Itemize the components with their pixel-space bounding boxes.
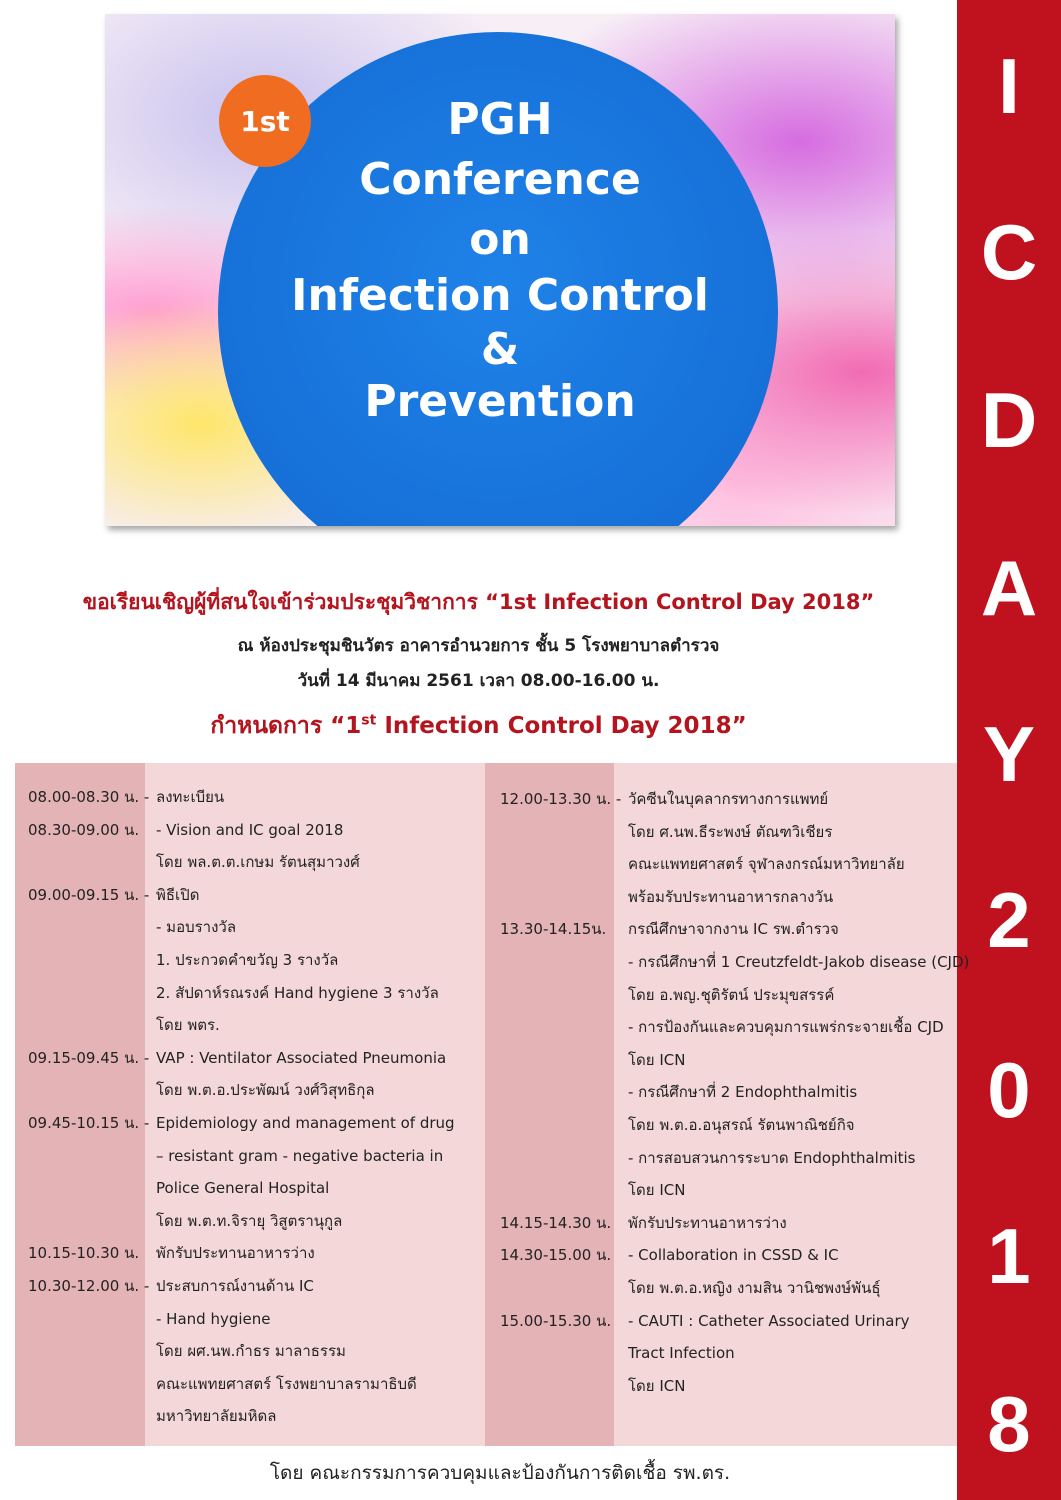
schedule-description: กรณีศึกษาจากงาน IC รพ.ตำรวจ <box>628 920 839 939</box>
schedule-description: - กรณีศึกษาที่ 1 Creutzfeldt-Jakob disease (CJD) <box>628 953 970 971</box>
schedule-row <box>28 1140 498 1172</box>
banner-letter: Y <box>982 710 1036 798</box>
schedule-row <box>28 1042 498 1074</box>
schedule-row <box>500 816 970 848</box>
schedule-row <box>500 1142 970 1174</box>
schedule-description: Police General Hospital <box>156 1179 330 1198</box>
schedule-row <box>28 1172 498 1204</box>
schedule-description: โดย พตร. <box>156 1016 220 1035</box>
schedule-description: พิธีเปิด <box>156 885 200 904</box>
schedule-row <box>500 979 970 1011</box>
schedule-description: 2. สัปดาห์รณรงค์ Hand hygiene 3 รางวัล <box>156 983 439 1002</box>
schedule-row <box>500 1239 970 1271</box>
schedule-row <box>28 814 498 846</box>
date-line: วันที่ 14 มีนาคม 2561 เวลา 08.00-16.00 น. <box>297 671 660 691</box>
schedule-row <box>500 1011 970 1043</box>
schedule-description: โดย พ.ต.ท.จิรายุ วิสูตรานุกูล <box>156 1211 343 1230</box>
schedule-description: โดย พ.ต.อ.ประพัฒน์ วงศ์วิสุทธิกุล <box>156 1081 375 1100</box>
banner-letter: D <box>980 376 1038 464</box>
schedule-row <box>500 1174 970 1206</box>
schedule-time: 09.45-10.15 น. - <box>28 1114 150 1132</box>
schedule-row <box>500 1337 970 1369</box>
schedule-row <box>28 1303 498 1335</box>
schedule-description: โดย ศ.นพ.ธีระพงษ์ ตัณฑวิเชียร <box>628 822 833 841</box>
schedule-description: วัคซีนในบุคลากรทางการแพทย์ <box>628 790 829 808</box>
schedule-description: โดย พ.ต.อ.หญิง งามสิน วานิชพงษ์พันธุ์ <box>628 1279 881 1297</box>
schedule-description: ประสบการณ์งานด้าน IC <box>156 1277 314 1295</box>
schedule-row <box>500 1370 970 1402</box>
schedule-row <box>500 1207 970 1239</box>
schedule-row <box>28 1009 498 1041</box>
schedule-row <box>500 946 970 978</box>
schedule-description: Tract Infection <box>628 1344 735 1363</box>
schedule-row <box>28 1107 498 1139</box>
venue-line: ณ ห้องประชุมชินวัตร อาคารอำนวยการ ชั้น 5 โรงพยาบาลตำรวจ <box>237 636 720 656</box>
banner-letter: C <box>980 208 1038 296</box>
schedule-description: - CAUTI : Catheter Associated Urinary <box>628 1311 910 1330</box>
poster-line-pgh: PGH <box>447 94 553 145</box>
schedule-row <box>500 783 970 815</box>
schedule-time: 09.00-09.15 น. - <box>28 885 150 904</box>
schedule-description: โดย ICN <box>628 1181 686 1200</box>
schedule-row <box>500 913 970 945</box>
banner-letter: 0 <box>987 1046 1031 1134</box>
schedule-row <box>28 1237 498 1269</box>
poster-line-ampersand: & <box>480 324 520 375</box>
schedule-row <box>28 781 498 813</box>
poster-line-prevention: Prevention <box>364 376 636 427</box>
schedule-time: 08.30-09.00 น. <box>28 820 140 839</box>
schedule-description: - การป้องกันและควบคุมการแพร่กระจายเชื้อ CJD <box>628 1018 944 1037</box>
schedule-time: 15.00-15.30 น. <box>500 1311 612 1330</box>
poster-line-on: on <box>469 214 531 265</box>
schedule-description: โดย ICN <box>628 1376 686 1395</box>
schedule-description: โดย อ.พญ.ชุติรัตน์ ประมุขสรรค์ <box>628 985 835 1004</box>
schedule-description: โดย ผศ.นพ.กำธร มาลาธรรม <box>156 1342 346 1361</box>
schedule-description: พร้อมรับประทานอาหารกลางวัน <box>628 887 834 906</box>
banner-letter: 2 <box>987 876 1031 964</box>
schedule-time: 12.00-13.30 น. - <box>500 790 622 808</box>
program-title-suffix: Infection Control Day 2018” <box>376 713 747 739</box>
schedule-row <box>28 1074 498 1106</box>
schedule-description: พักรับประทานอาหารว่าง <box>628 1213 787 1232</box>
schedule-row <box>500 848 970 880</box>
schedule-row <box>28 1400 498 1432</box>
schedule-row <box>28 944 498 976</box>
schedule-description: มหาวิทยาลัยมหิดล <box>156 1407 277 1426</box>
poster-badge: 1st <box>219 75 311 167</box>
schedule-description: VAP : Ventilator Associated Pneumonia <box>156 1048 447 1067</box>
schedule-description: พักรับประทานอาหารว่าง <box>156 1244 315 1263</box>
banner-letter: A <box>980 544 1038 632</box>
schedule-row <box>28 1368 498 1400</box>
banner-letter: I <box>998 42 1020 130</box>
schedule-description: – resistant gram - negative bacteria in <box>156 1146 444 1165</box>
schedule-description: - มอบรางวัล <box>156 918 237 937</box>
schedule-row <box>500 1272 970 1304</box>
schedule-time: 10.30-12.00 น. - <box>28 1277 150 1295</box>
schedule-row <box>28 879 498 911</box>
schedule-description: โดย ICN <box>628 1050 686 1069</box>
schedule-row <box>28 1205 498 1237</box>
schedule-description: Epidemiology and management of drug <box>156 1114 455 1132</box>
program-title <box>0 708 957 744</box>
schedule-row <box>500 1109 970 1141</box>
schedule-description: คณะแพทยศาสตร์ จุฬาลงกรณ์มหาวิทยาลัย <box>628 855 905 874</box>
schedule-row <box>500 1076 970 1108</box>
schedule-row <box>28 1270 498 1302</box>
schedule-row <box>28 846 498 878</box>
poster-line-conference: Conference <box>359 154 641 205</box>
schedule-row <box>500 1305 970 1337</box>
schedule-description: โดย พ.ต.อ.อนุสรณ์ รัตนพาณิชย์กิจ <box>628 1116 855 1134</box>
schedule-description: - Hand hygiene <box>156 1309 271 1328</box>
schedule-row <box>500 1044 970 1076</box>
invitation-heading: ขอเรียนเชิญผู้ที่สนใจเข้าร่วมประชุมวิชาการ “1st Infection Control Day 2018” <box>82 590 875 614</box>
poster-line-infection-control: Infection Control <box>291 270 709 321</box>
schedule-row <box>28 977 498 1009</box>
schedule-time: 09.15-09.45 น. - <box>28 1048 150 1067</box>
banner-letter: 8 <box>987 1380 1031 1468</box>
schedule-description: ลงทะเบียน <box>156 788 225 806</box>
schedule-description: - กรณีศึกษาที่ 2 Endophthalmitis <box>628 1083 858 1102</box>
banner-letter: 1 <box>987 1212 1031 1300</box>
schedule-description: คณะแพทยศาสตร์ โรงพยาบาลรามาธิบดี <box>156 1374 417 1393</box>
program-title-prefix: กำหนดการ “1 <box>210 713 362 739</box>
schedule-time: 08.00-08.30 น. - <box>28 788 150 806</box>
schedule-time: 14.15-14.30 น. <box>500 1213 612 1232</box>
schedule-row <box>28 911 498 943</box>
schedule-row <box>500 881 970 913</box>
schedule-description: - Vision and IC goal 2018 <box>156 820 344 839</box>
schedule-time: 10.15-10.30 น. <box>28 1244 140 1263</box>
organizer-footer: โดย คณะกรรมการควบคุมและป้องกันการติดเชื้อ รพ.ตร. <box>269 1462 731 1484</box>
program-title-sup: st <box>361 712 377 729</box>
schedule-description: โดย พล.ต.ต.เกษม รัตนสุมาวงศ์ <box>156 853 360 872</box>
schedule-description: - การสอบสวนการระบาด Endophthalmitis <box>628 1148 916 1167</box>
side-banner <box>957 0 1061 1500</box>
conference-poster <box>105 14 895 526</box>
schedule-time: 13.30-14.15น. <box>500 920 607 939</box>
schedule-description: 1. ประกวดคำขวัญ 3 รางวัล <box>156 951 339 969</box>
schedule-time: 14.30-15.00 น. <box>500 1246 612 1265</box>
schedule-row <box>28 1335 498 1367</box>
schedule-description: - Collaboration in CSSD & IC <box>628 1246 839 1265</box>
